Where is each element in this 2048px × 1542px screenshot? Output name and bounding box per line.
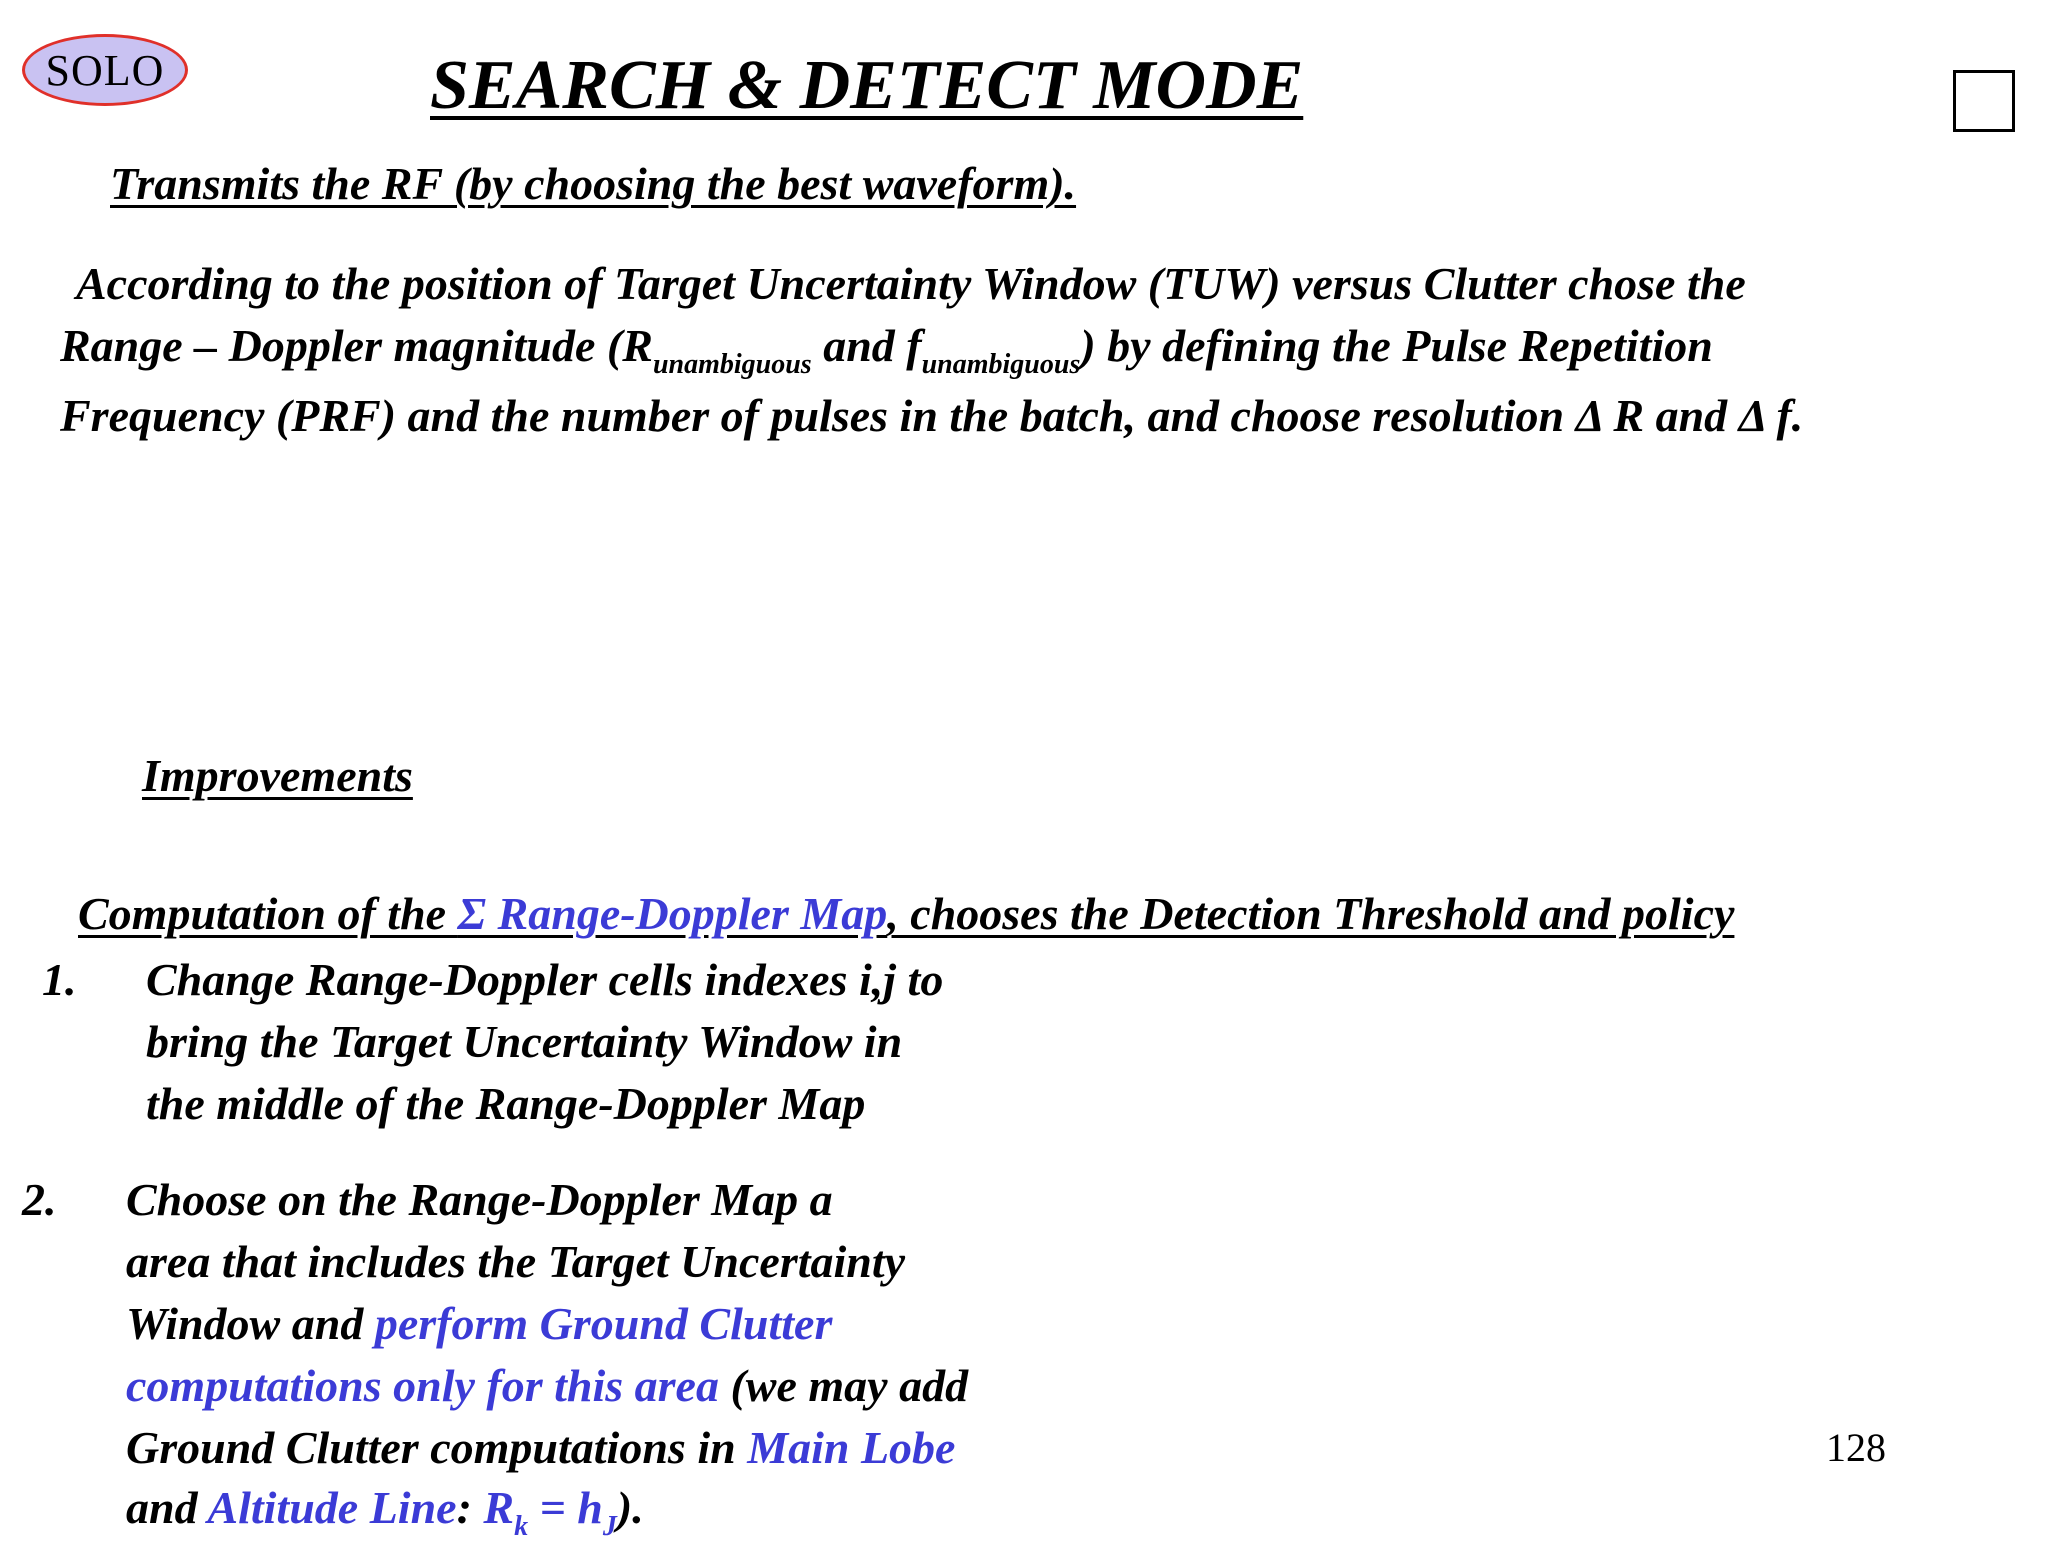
paragraph-line-3: Frequency (PRF) and the number of pulses in the batch, and choose resolution Δ R and Δ f. (60, 390, 1804, 441)
formula-r: R (483, 1482, 515, 1533)
paragraph-line-2-a: Range – Doppler magnitude (R (60, 320, 653, 371)
colon: : (456, 1482, 484, 1533)
computations-area-link[interactable]: computations only for this area (126, 1360, 719, 1411)
altitude-line-link[interactable]: Altitude Line (207, 1482, 457, 1533)
item-2-line-3-a: Window and (126, 1298, 375, 1349)
item-2-line-4 (126, 1358, 968, 1414)
item-1-line-3: the middle of the Range-Doppler Map (146, 1078, 866, 1129)
improvements-heading: Improvements (142, 750, 413, 801)
formula-r-sub: k (514, 1511, 529, 1542)
subtitle: Transmits the RF (by choosing the best waveform). (110, 158, 1077, 209)
logo-text: SOLO (45, 45, 165, 95)
perform-ground-clutter-link[interactable]: perform Ground Clutter (374, 1298, 833, 1349)
item-1-line-1: Change Range-Doppler cells indexes i,j to (146, 954, 944, 1005)
page-number: 128 (1826, 1425, 1886, 1470)
main-lobe-link[interactable]: Main Lobe (747, 1422, 956, 1473)
item-2-line-2: area that includes the Target Uncertainty (126, 1236, 906, 1287)
solo-logo (22, 34, 188, 106)
r-unambiguous-sub: unambiguous (652, 349, 812, 380)
paragraph-line-2-b: and f (811, 320, 922, 371)
item-2-line-4-b: (we may add (718, 1360, 969, 1411)
item-1-line-2: bring the Target Uncertainty Window in (146, 1016, 903, 1067)
item-2-line-5 (126, 1420, 955, 1476)
page-title: SEARCH & DETECT MODE (430, 47, 1304, 124)
item-2-line-6 (126, 1480, 644, 1542)
paragraph-line-1: According to the position of Target Uncertainty Window (TUW) versus Clutter chose the (76, 258, 1746, 309)
computation-prefix: Computation of the (78, 888, 458, 939)
range-doppler-map-link[interactable]: Σ Range-Doppler Map (457, 888, 888, 939)
paragraph-line-2 (60, 318, 1713, 380)
item-2-line-3 (126, 1296, 832, 1352)
item-2-line-5-a: Ground Clutter computations in (126, 1422, 748, 1473)
formula-end: ). (616, 1482, 644, 1533)
paragraph-line-2-c: ) by defining the Pulse Repetition (1080, 320, 1713, 371)
item-2-line-1: Choose on the Range-Doppler Map a (126, 1174, 833, 1225)
formula-h-sub: J (602, 1511, 617, 1542)
formula-eq-h: = h (528, 1482, 603, 1533)
item-2-number: 2. (22, 1174, 57, 1225)
item-2-line-6-a: and (126, 1482, 208, 1533)
corner-box (1953, 70, 2015, 132)
item-1-number: 1. (42, 954, 77, 1005)
computation-suffix: , chooses the Detection Threshold and policy (887, 888, 1735, 939)
computation-heading (78, 886, 1734, 942)
f-unambiguous-sub: unambiguous (921, 349, 1081, 380)
